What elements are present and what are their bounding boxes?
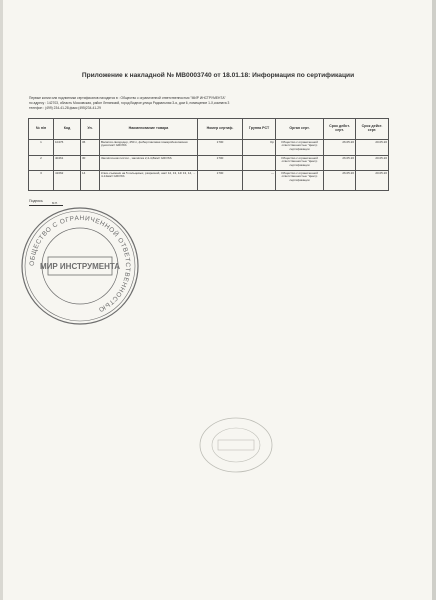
cell-code: 41662 xyxy=(54,171,81,191)
cell-name: Заклёпочник пистол., заклёпка 2,4-4,8мм// GROSS xyxy=(100,156,198,171)
certification-table xyxy=(28,118,389,191)
col-header-valid-to: Срок дейст. серт. xyxy=(356,119,389,140)
cell-num: 1 xyxy=(29,140,54,156)
cell-organ: Общество с ограниченной ответственностью "Центр сертификации xyxy=(276,156,324,171)
seal-ring-text: ОБЩЕСТВО С ОГРАНИЧЕННОЙ ОТВЕТСТВЕННОСТЬЮ xyxy=(28,214,132,314)
cell-code: 40461 xyxy=(54,156,81,171)
cell-valid-from: 26.05.20 xyxy=(324,156,356,171)
cell-valid-to: 20.05.20 xyxy=(356,171,389,191)
cell-rst: Ор xyxy=(243,140,276,156)
cell-cert: 1700 xyxy=(198,140,243,156)
cell-name: Ключ-съемник на 5 кольцевых, разрезной, шаг/ 12, 13, 14/ 13, 14, ... 4-14мм// GROSS xyxy=(100,171,198,191)
intro-line-1: Первые копии или подлинники сертификатов находятся в : Общество с ограниченной ответственностью "МИР ИНСТРУМЕНТА" xyxy=(29,96,226,100)
col-header-valid-from: Срок дейст. серт. xyxy=(324,119,356,140)
intro-line-3: телефон : (499) 234-41-28,факс:(495)234-41-29 xyxy=(29,105,101,110)
seal-center-text: МИР ИНСТРУМЕНТА xyxy=(39,262,121,271)
col-header-name: Наименование товара xyxy=(100,119,198,140)
cell-num: 2 xyxy=(29,156,54,171)
cell-cert: 1700 xyxy=(198,156,243,171)
cell-organ: Общество с ограниченной ответственностью "Центр сертификации xyxy=(276,140,324,156)
col-header-cert: Номер сертиф. xyxy=(198,119,243,140)
cell-valid-to: 20.05.20 xyxy=(356,156,389,171)
cell-valid-from: 26.05.20 xyxy=(324,140,356,156)
cell-cert: 1700 xyxy=(198,171,243,191)
cell-valid-from: 26.05.20 xyxy=(324,171,356,191)
intro-line-2: по адресу : 142703, область Московская, район Ленинский, город Видное,улица Радиальная 3-я, дом 6, помещение 1-Х,комната 3 xyxy=(29,100,230,105)
certificate-location-info xyxy=(29,96,389,111)
cell-num: 3 xyxy=(29,171,54,191)
cell-pack: 36 xyxy=(81,140,100,156)
faint-seal-imprint xyxy=(196,414,276,476)
col-header-num: № п/п xyxy=(29,119,54,140)
cell-pack: 14 xyxy=(81,171,100,191)
col-header-pack: Уп. xyxy=(81,119,100,140)
cell-name: Валатия-гвоздодер, 450 л, фибергласовая пожаробезопасная рукоятка// GROSS xyxy=(100,140,198,156)
company-seal xyxy=(18,202,142,330)
col-header-organ: Орган серт. xyxy=(276,119,324,140)
cell-rst: — xyxy=(243,171,276,191)
cell-code: 10476 xyxy=(54,140,81,156)
table-row xyxy=(29,140,389,156)
table-row xyxy=(29,171,389,191)
document-title: Приложение к накладной № МВ0003740 от 18.01.18: Информация по сертификации xyxy=(81,72,355,79)
signature-label: Подпись xyxy=(29,199,43,203)
cell-valid-to: 20.05.20 xyxy=(356,140,389,156)
scan-edge-right xyxy=(432,0,436,600)
cell-rst xyxy=(243,156,276,171)
stamp-place-mark: М.П. xyxy=(52,201,58,205)
col-header-code: Код xyxy=(54,119,81,140)
col-header-rst: Группа РСТ xyxy=(243,119,276,140)
cell-pack: 30 xyxy=(81,156,100,171)
scan-edge-left xyxy=(0,0,3,600)
table-row xyxy=(29,156,389,171)
table-header-row xyxy=(29,119,389,140)
cell-organ: Общество с ограниченной ответственностью "Центр сертификации xyxy=(276,171,324,191)
